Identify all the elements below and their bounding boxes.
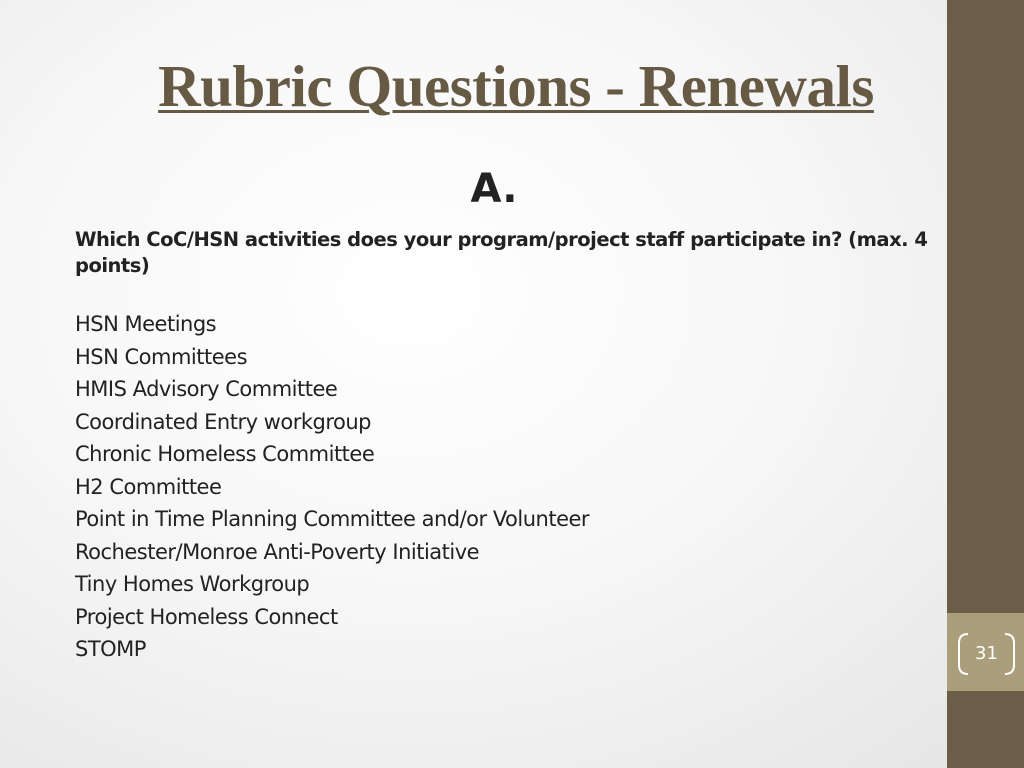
activity-item: Rochester/Monroe Anti-Poverty Initiative [75,539,480,564]
activity-item: STOMP [75,637,146,661]
slide-title: Rubric Questions - Renewals [158,53,874,119]
activity-item: Tiny Homes Workgroup [75,572,310,596]
activity-item: Chronic Homeless Committee [75,442,375,466]
page-number: 31 [975,643,998,664]
question-text: Which CoC/HSN activities does your program/project staff participate in? (max. 4 points) [75,228,928,277]
page-number-frame [956,632,1017,676]
activity-item: H2 Committee [75,474,222,499]
activity-item: Project Homeless Connect [75,604,338,629]
activity-item: HSN Meetings [75,312,217,336]
activity-item: HSN Committees [75,344,248,369]
activity-item: Point in Time Planning Committee and/or Volunteer [75,507,590,531]
activity-item: HMIS Advisory Committee [75,377,338,401]
activity-item: Coordinated Entry workgroup [75,409,371,434]
section-letter: A. [470,166,518,212]
activities-list [75,308,589,666]
